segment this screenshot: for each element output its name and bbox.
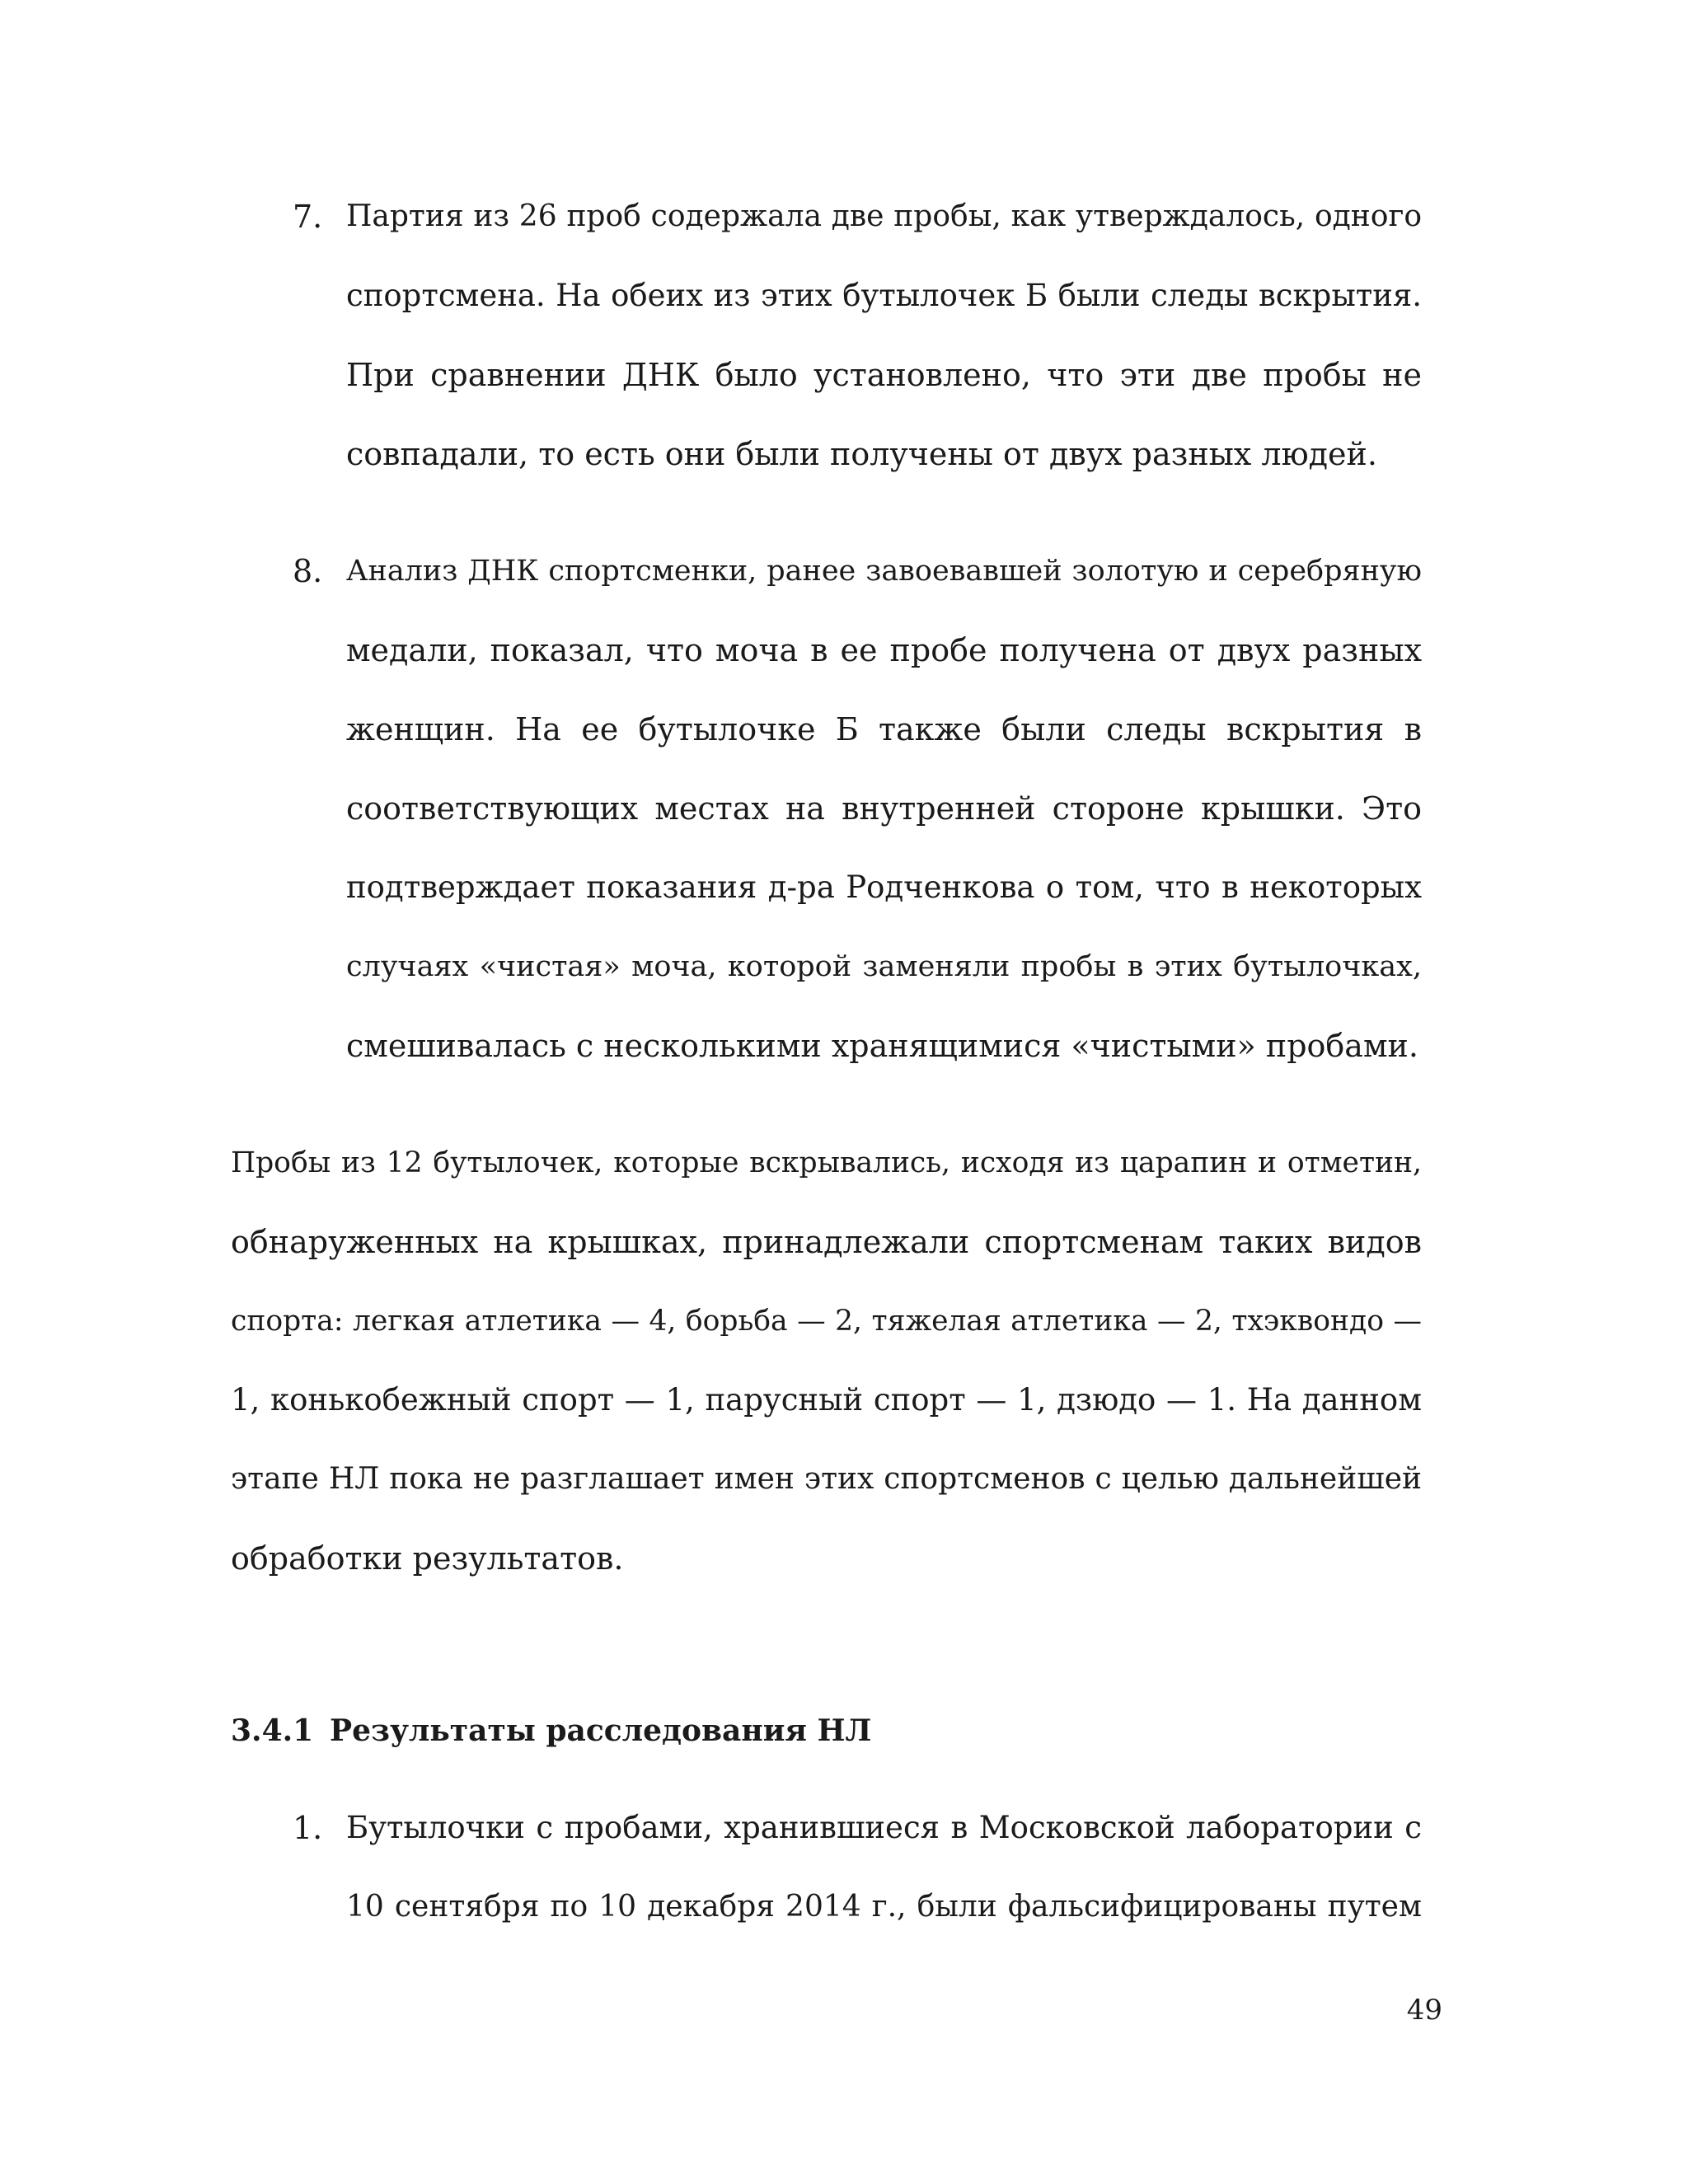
list-item-text: [346, 177, 1422, 494]
text-line: спорта: легкая атлетика — 4, борьба — 2, тяжелая атлетика — 2, тхэквондо —: [231, 1305, 1422, 1338]
section-heading: [231, 1706, 871, 1755]
list-number: 1.: [293, 1810, 323, 1846]
text-line: случаях «чистая» моча, которой заменяли пробы в этих бутылочках,: [346, 950, 1422, 983]
list-number: 8.: [293, 553, 323, 589]
text-line: 1, конькобежный спорт — 1, парусный спорт — 1, дзюдо — 1. На данном: [231, 1382, 1422, 1418]
list-item-text: [346, 1788, 1422, 1947]
text-line: обнаруженных на крышках, принадлежали спортсменам таких видов: [231, 1224, 1422, 1260]
text-line: соответствующих местах на внутренней стороне крышки. Это: [346, 790, 1422, 827]
text-line: Анализ ДНК спортсменки, ранее завоевавшей золотую и серебряную: [346, 555, 1422, 588]
text-line: 10 сентября по 10 декабря 2014 г., были фальсифицированы путем: [346, 1890, 1422, 1924]
text-line: Партия из 26 проб содержала две пробы, как утверждалось, одного: [346, 199, 1422, 233]
text-line: женщин. На ее бутылочке Б также были следы вскрытия в: [346, 711, 1422, 748]
text-line: При сравнении ДНК было установлено, что эти две пробы не: [346, 357, 1422, 393]
text-line: этапе НЛ пока не разглашает имен этих спортсменов с целью дальнейшей: [231, 1462, 1422, 1496]
text-line: смешивалась с несколькими хранящимися «чистыми» пробами.: [346, 1028, 1418, 1064]
text-line: Бутылочки с пробами, хранившиеся в Московской лаборатории с: [346, 1810, 1422, 1845]
section-title: Результаты расследования НЛ: [330, 1713, 872, 1748]
list-number: 7.: [293, 199, 323, 235]
text-line: подтверждает показания д-ра Родченкова о том, что в некоторых: [346, 869, 1422, 905]
text-line: медали, показал, что моча в ее пробе получена от двух разных: [346, 632, 1422, 668]
text-line: спортсмена. На обеих из этих бутылочек Б были следы вскрытия.: [346, 278, 1422, 313]
text-line: совпадали, то есть они были получены от двух разных людей.: [346, 436, 1377, 472]
section-number: 3.4.1: [231, 1713, 314, 1748]
body-paragraph: [231, 1123, 1422, 1598]
text-line: обработки результатов.: [231, 1540, 624, 1577]
text-line: Пробы из 12 бутылочек, которые вскрывались, исходя из царапин и отметин,: [231, 1146, 1422, 1179]
list-item-text: [346, 532, 1422, 1085]
page-number: 49: [1406, 1994, 1442, 2027]
